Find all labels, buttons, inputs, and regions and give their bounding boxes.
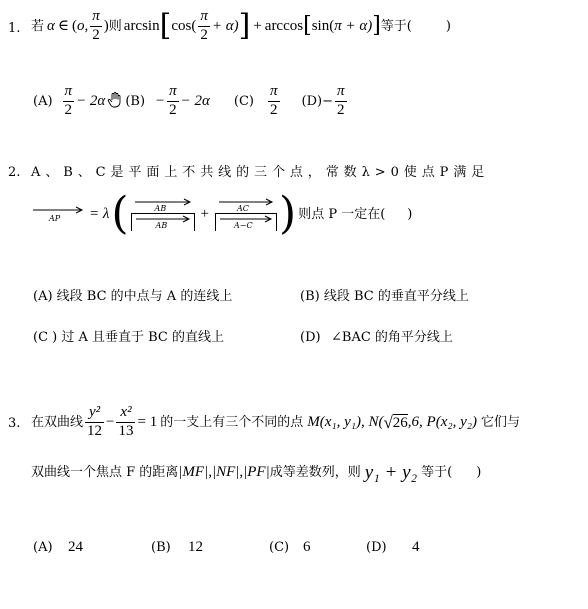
q3-minus: − — [106, 413, 115, 430]
q1-cos-two: 2 — [200, 26, 208, 43]
q1-option-b-fraction — [167, 84, 179, 119]
q1-in: ∈ — [57, 17, 69, 34]
q1-stem — [31, 8, 451, 44]
q2-ap-vector — [31, 202, 85, 226]
q1-option-c-label: (C) — [233, 93, 254, 109]
q1-c-pi: π — [268, 84, 280, 102]
q1-left-bracket-2: [ — [303, 13, 312, 39]
q2-ac-den-label: A−C — [234, 220, 253, 230]
q3-blank-close: ) — [476, 464, 482, 480]
q1-alpha: α — [47, 17, 55, 34]
q1-sin: sin( — [311, 17, 335, 34]
q1-option-b-lead: − — [155, 92, 166, 109]
q3-line2-mid: 成等差数列，则 — [269, 464, 361, 480]
q2-option-d-text: ∠BAC 的角平分线上 — [331, 330, 453, 345]
q2-ab-den-label: AB — [155, 220, 168, 230]
q1-right-bracket-2: ] — [372, 13, 381, 39]
q1-zero: o — [77, 17, 85, 34]
q3-option-a-val: 24 — [68, 539, 83, 555]
q1-a-two: 2 — [64, 101, 73, 118]
q3-eq1: = 1 — [137, 413, 158, 430]
q1-cos-fraction — [198, 9, 210, 44]
q1-plus-alpha: + α) — [211, 17, 239, 34]
q1-left-bracket: [ — [159, 8, 172, 43]
q1-arccos: arccos — [264, 17, 304, 34]
q1-option-c-fraction — [268, 84, 280, 119]
q2-line1: A 、 B 、 C 是 平 面 上 不 共 线 的 三 个 点 ， 常 数 λ > 0 使 点 P 满 足 — [31, 165, 485, 180]
q1-cos: cos( — [171, 17, 197, 34]
q3-line2 — [31, 458, 481, 486]
q2-number: 2. — [8, 165, 21, 180]
q1-number: 1. — [8, 21, 21, 36]
q1-interval-fraction — [90, 9, 102, 44]
q2-ab-num — [131, 198, 195, 214]
q2-ab-num-label: AB — [154, 203, 167, 213]
q2-ac-fraction — [215, 198, 277, 231]
q3-lead: 在双曲线 — [31, 414, 84, 430]
q2-option-a: (A) 线段 BC 的中点与 A 的连线上 — [33, 289, 233, 304]
q1-blank-close: ) — [445, 18, 451, 34]
q2-right-paren: ) — [279, 188, 297, 240]
q3-tail1: 它们与 — [480, 414, 520, 430]
q3-line2-lead: 双曲线一个焦点 F 的距离 — [31, 464, 179, 480]
q3-n13: 13 — [118, 422, 134, 439]
q1-plus: + — [253, 17, 262, 34]
q1-b-pi: π — [167, 84, 179, 102]
q3-line1 — [31, 402, 520, 442]
q1-options — [33, 83, 349, 119]
q2-plus: + — [200, 205, 210, 222]
q3-dists: |MF|,|NF|,|PF| — [178, 463, 270, 480]
q2-ab-fraction — [131, 198, 195, 231]
q1-lead: 若 — [31, 18, 45, 34]
q2-ac-num-label: AC — [237, 203, 249, 213]
q3-option-d-val: 4 — [412, 539, 420, 555]
q3-mid: 的一支上有三个不同的点 — [160, 414, 304, 430]
q1-b-two: 2 — [169, 101, 177, 118]
q2-blank-close: ) — [407, 206, 413, 222]
q3-n12: 12 — [87, 422, 103, 439]
q3-sqrt: √ — [383, 412, 393, 432]
q1-open: ( — [72, 17, 77, 34]
q3-option-a-label: (A) — [33, 540, 53, 555]
q3-option-b-label: (B) — [151, 540, 171, 555]
q2-option-d-label: (D) — [300, 330, 321, 345]
q3-sum: y₁ + y₂ — [364, 461, 418, 483]
q3-x2: x² — [116, 405, 135, 423]
q3-r26: 26 — [392, 414, 408, 431]
q2-ab-den — [131, 214, 195, 231]
q3-option-c-val: 6 — [303, 539, 311, 555]
q1-cos-pi: π — [198, 9, 210, 27]
q3-equals-text: 等于( — [421, 464, 453, 480]
q1-c-two: 2 — [270, 101, 278, 118]
q2-formula — [31, 190, 412, 238]
q2-ac-den — [215, 214, 277, 231]
q2-option-b: (B) 线段 BC 的垂直平分线上 — [300, 289, 469, 304]
q1-arcsin: arcsin — [123, 17, 160, 34]
q1-comma: , — [84, 17, 89, 34]
q2-option-c: (C ) 过 A 且垂直于 BC 的直线上 — [33, 330, 225, 345]
q1-d-pi: π — [335, 84, 347, 102]
q3-option-b-val: 12 — [188, 539, 203, 555]
q1-pi: π — [90, 9, 102, 27]
q1-option-d-fraction — [335, 84, 347, 119]
q1-equals-text: 等于( — [380, 18, 412, 34]
q3-y2: y² — [85, 405, 104, 423]
q2-left-paren: ( — [111, 188, 129, 240]
q2-ac-num — [215, 198, 277, 214]
q1-close: ) — [103, 17, 109, 34]
q1-option-a-fraction — [63, 84, 75, 119]
q1-option-d-label: (D)− — [301, 93, 333, 109]
q1-right-bracket: ] — [238, 8, 251, 43]
q3-x-fraction — [116, 405, 135, 440]
q1-option-a-label: (A) — [33, 93, 53, 109]
q2-tail: 则点 P 一定在( — [298, 206, 386, 222]
q3-option-d-label: (D) — [366, 540, 387, 555]
q3-points: M(x₁, y₁), N( — [307, 413, 384, 430]
q1-then: 则 — [108, 18, 122, 34]
q1-a-pi: π — [63, 84, 75, 102]
q3-y-fraction — [85, 405, 104, 440]
q1-d-two: 2 — [336, 101, 345, 118]
q3-number: 3. — [8, 416, 21, 431]
hand-cursor-icon — [106, 91, 124, 112]
q1-option-b-label: (B) — [125, 93, 146, 109]
q1-pi-plus-alpha: π + α) — [334, 17, 373, 34]
q1-two: 2 — [92, 26, 100, 43]
q2-eq-lambda: = λ — [89, 205, 110, 222]
q1-option-b-tail: − 2α — [180, 92, 210, 109]
q3-points-tail: ,6, P(x₂, y₂) — [407, 413, 477, 430]
q1-option-a-tail: − 2α — [76, 92, 106, 109]
q2-ap-label: AP — [49, 214, 61, 223]
q3-option-c-label: (C) — [269, 540, 290, 555]
